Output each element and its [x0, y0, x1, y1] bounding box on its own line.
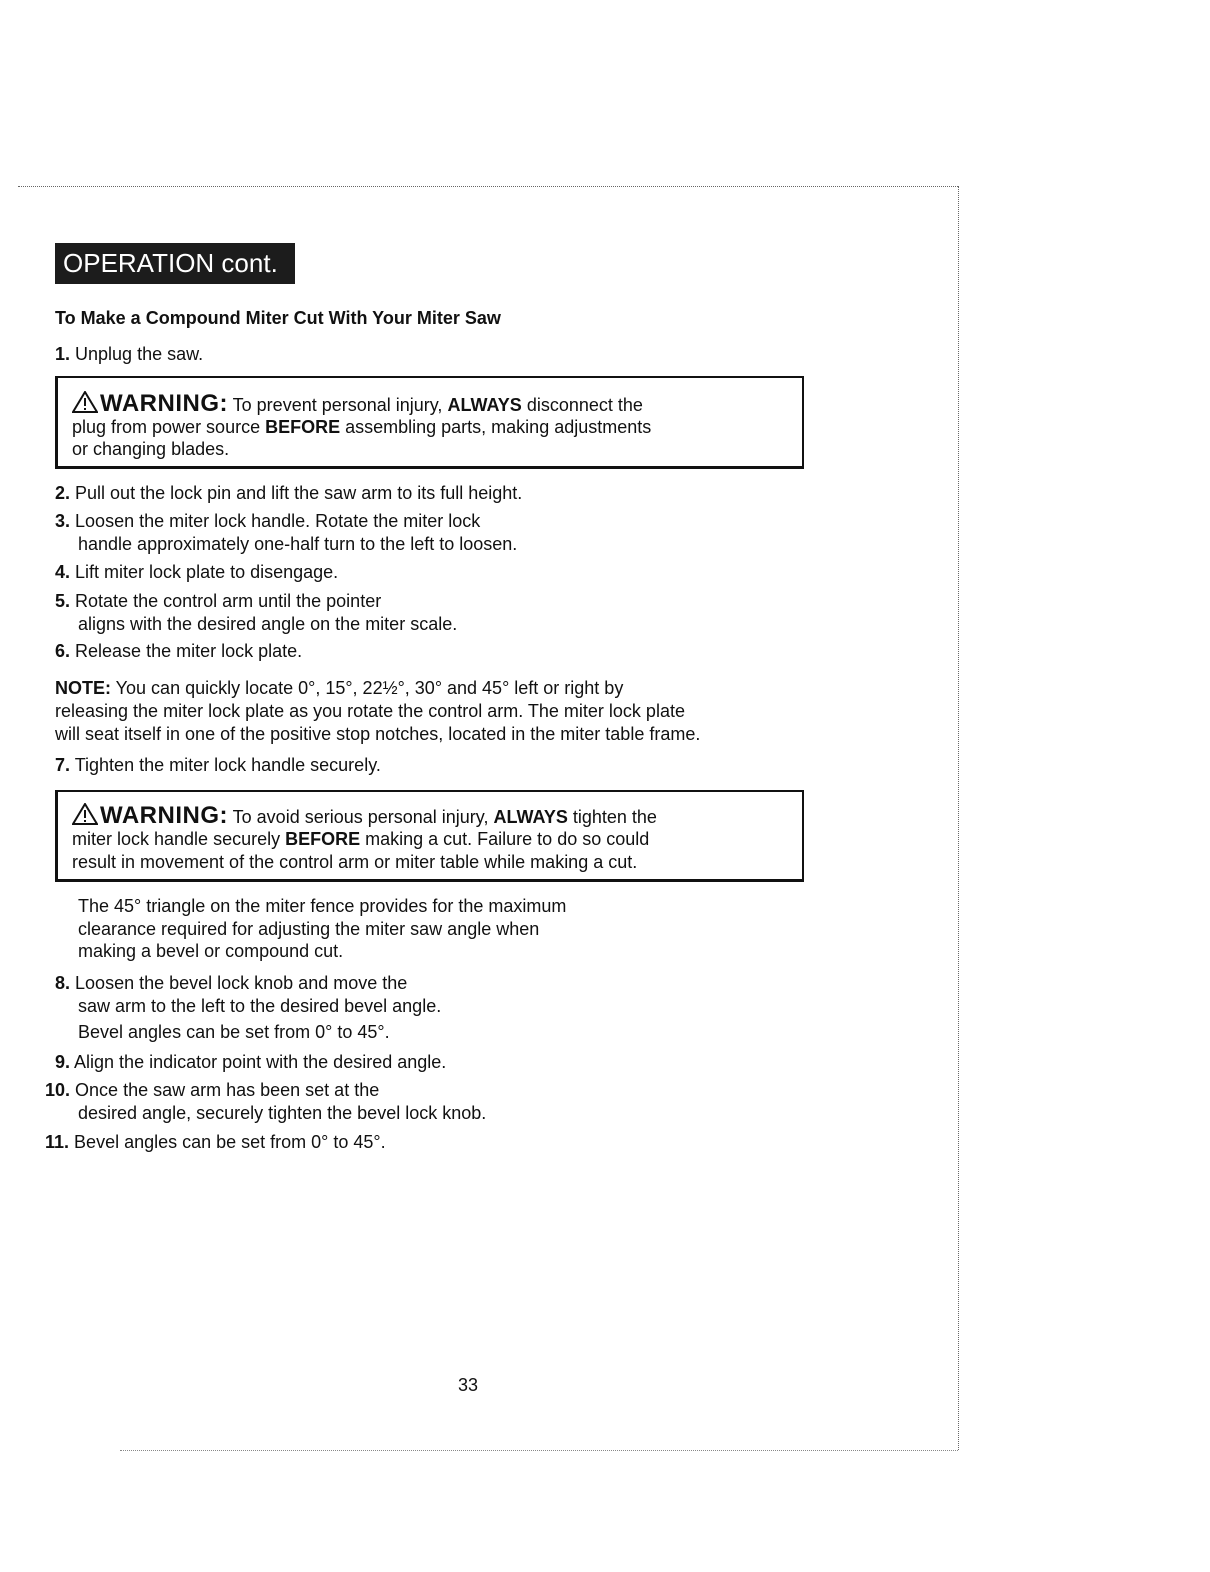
step-text: Bevel angles can be set from 0° to 45°.	[74, 1132, 386, 1152]
section-header: OPERATION cont.	[55, 243, 295, 284]
step-1	[55, 344, 203, 365]
step-11	[45, 1132, 386, 1153]
step-text: Tighten the miter lock handle securely.	[74, 755, 381, 775]
triangle-para-line-3: making a bevel or compound cut.	[78, 941, 344, 961]
step-3	[55, 511, 480, 532]
step-number: 6.	[55, 641, 71, 661]
page-border-bottom	[120, 1450, 958, 1451]
warning-line-2	[72, 417, 651, 438]
step-5-continued: aligns with the desired angle on the miter scale.	[78, 614, 458, 634]
note-line-2: releasing the miter lock plate as you rotate the control arm. The miter lock plate	[55, 701, 685, 721]
step-text: Loosen the bevel lock knob and move the	[75, 973, 408, 993]
step-text: Release the miter lock plate.	[75, 641, 303, 661]
warning-box-1	[55, 376, 804, 469]
section-subtitle: To Make a Compound Miter Cut With Your Miter Saw	[55, 308, 501, 328]
step-number: 10.	[45, 1080, 71, 1100]
warning-line-1	[72, 390, 643, 418]
warning-line-2	[72, 829, 649, 850]
step-2	[55, 483, 522, 504]
warning-title: WARNING:	[100, 390, 228, 417]
warning-emphasis: ALWAYS	[493, 807, 568, 827]
step-10	[45, 1080, 379, 1101]
page-border-right	[958, 186, 959, 1450]
step-3-continued: handle approximately one-half turn to the left to loosen.	[78, 534, 518, 554]
warning-text: assembling parts, making adjustments	[340, 417, 652, 437]
step-8-continued-2: Bevel angles can be set from 0° to 45°.	[78, 1022, 390, 1042]
step-number: 2.	[55, 483, 71, 503]
warning-triangle-icon	[72, 391, 98, 413]
warning-text: making a cut. Failure to do so could	[360, 829, 650, 849]
step-number: 7.	[55, 755, 71, 775]
warning-line-1	[72, 802, 657, 830]
step-text: Pull out the lock pin and lift the saw arm to its full height.	[75, 483, 523, 503]
step-number: 9.	[55, 1052, 71, 1072]
step-text: Lift miter lock plate to disengage.	[75, 562, 339, 582]
step-number: 3.	[55, 511, 71, 531]
note-line-1	[55, 678, 623, 699]
triangle-para-line-1: The 45° triangle on the miter fence provides for the maximum	[78, 896, 567, 916]
step-8	[55, 973, 407, 994]
warning-emphasis: BEFORE	[265, 417, 341, 437]
warning-line-3: or changing blades.	[72, 439, 230, 459]
note-text: You can quickly locate 0°, 15°, 22½°, 30° and 45° left or right by	[111, 678, 624, 698]
warning-text: miter lock handle securely	[72, 829, 286, 849]
warning-text: disconnect the	[521, 395, 643, 415]
warning-title: WARNING:	[100, 802, 228, 829]
warning-emphasis: BEFORE	[285, 829, 361, 849]
step-text: Rotate the control arm until the pointer	[75, 591, 382, 611]
page-border-top	[18, 186, 958, 187]
step-number: 1.	[55, 344, 71, 364]
note-line-3: will seat itself in one of the positive stop notches, located in the miter table frame.	[55, 724, 701, 744]
page-number: 33	[458, 1375, 479, 1395]
step-text: Loosen the miter lock handle. Rotate the miter lock	[75, 511, 481, 531]
step-10-continued: desired angle, securely tighten the bevel lock knob.	[78, 1103, 487, 1123]
step-6	[55, 641, 302, 662]
warning-text: tighten the	[567, 807, 657, 827]
warning-emphasis: ALWAYS	[447, 395, 522, 415]
step-text: Unplug the saw.	[75, 344, 204, 364]
warning-box-2	[55, 790, 804, 882]
step-5	[55, 591, 381, 612]
step-number: 5.	[55, 591, 71, 611]
warning-text: To avoid serious personal injury,	[227, 807, 494, 827]
warning-text: To prevent personal injury,	[227, 395, 448, 415]
step-8-continued: saw arm to the left to the desired bevel angle.	[78, 996, 442, 1016]
step-number: 4.	[55, 562, 71, 582]
warning-triangle-icon	[72, 803, 98, 825]
step-9	[55, 1052, 446, 1073]
warning-text: plug from power source	[72, 417, 266, 437]
step-number: 11.	[45, 1132, 70, 1152]
warning-line-3: result in movement of the control arm or miter table while making a cut.	[72, 852, 638, 872]
note-label: NOTE:	[55, 678, 111, 698]
step-4	[55, 562, 338, 583]
step-text: Align the indicator point with the desired angle.	[74, 1052, 447, 1072]
step-7	[55, 755, 381, 776]
triangle-para-line-2: clearance required for adjusting the miter saw angle when	[78, 919, 540, 939]
step-number: 8.	[55, 973, 71, 993]
step-text: Once the saw arm has been set at the	[75, 1080, 380, 1100]
